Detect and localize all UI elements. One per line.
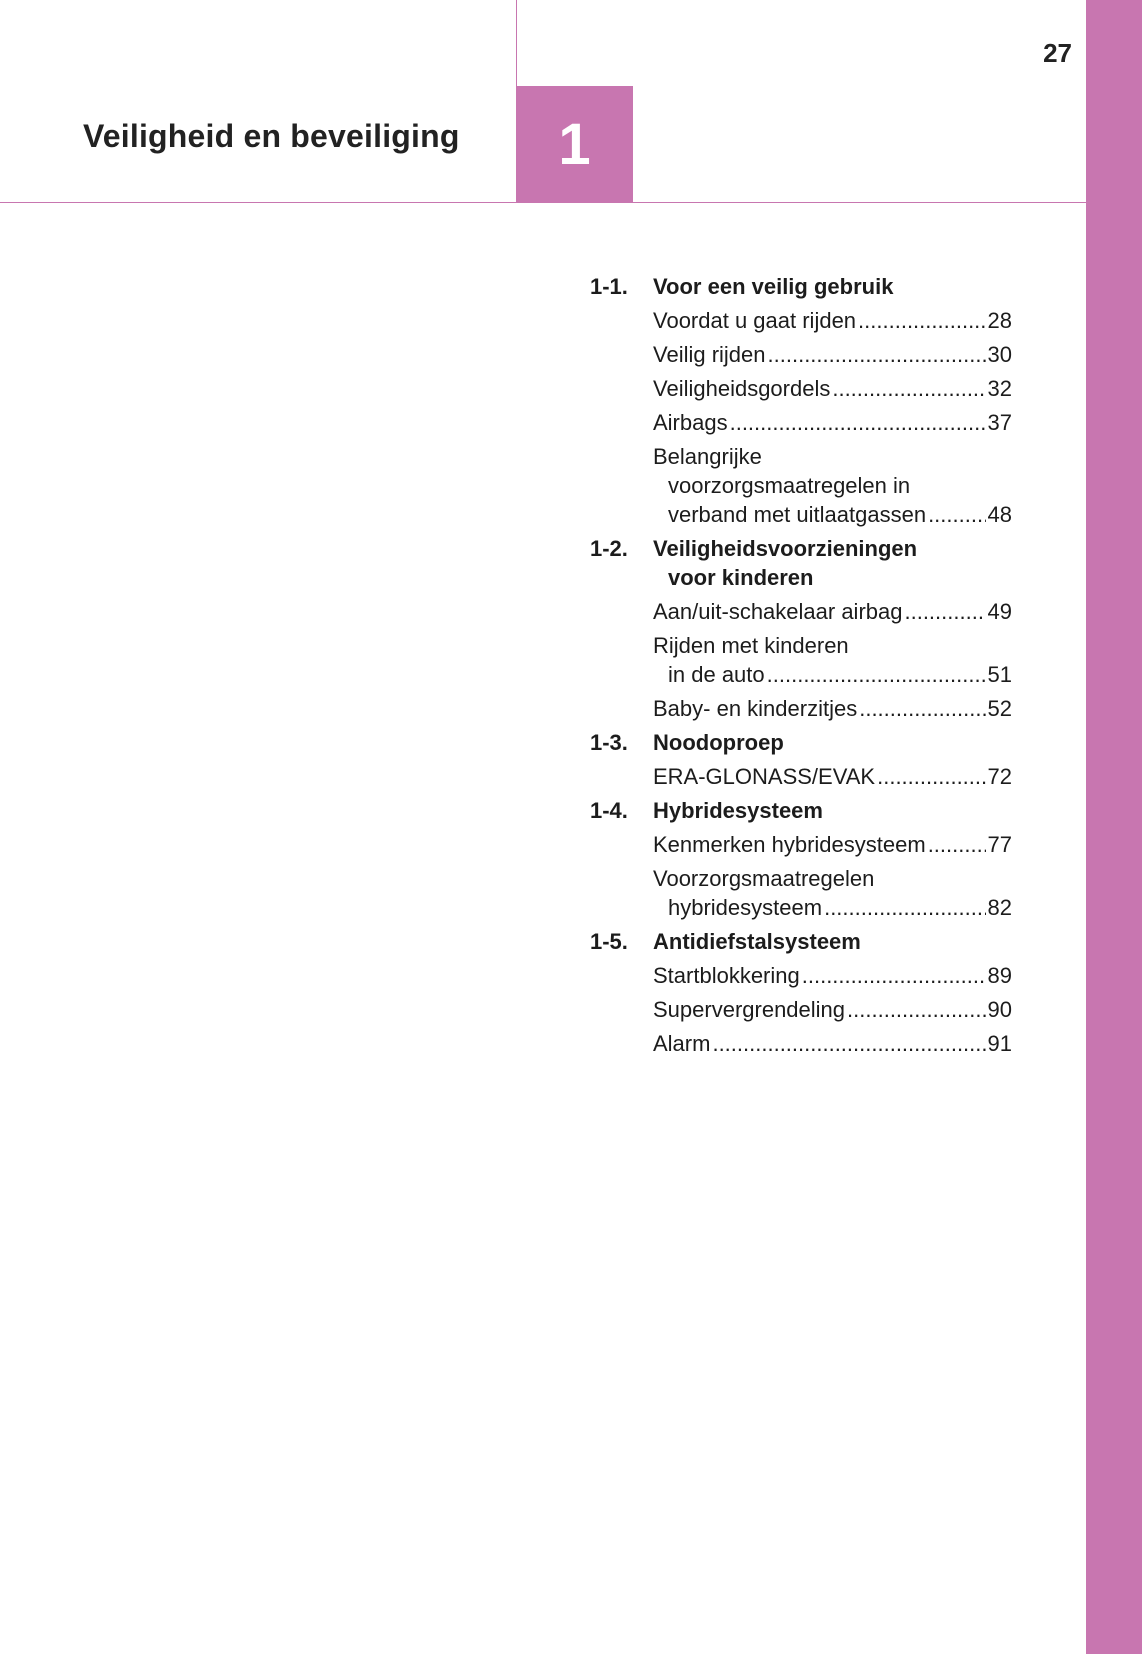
section-heading[interactable]	[590, 927, 1012, 956]
dot-leader	[859, 694, 985, 723]
entry-label: voorzorgsmaatregelen in	[668, 473, 911, 498]
entry-label: Aan/uit-schakelaar airbag	[653, 599, 903, 624]
entry-page-number: 49	[987, 599, 1012, 624]
dot-leader	[877, 762, 985, 791]
page-number: 27	[1043, 38, 1072, 68]
section-heading[interactable]	[590, 728, 1012, 757]
section-heading[interactable]	[590, 534, 1012, 592]
entry-label: Startblokkering	[653, 963, 800, 988]
dot-leader	[767, 660, 986, 689]
entry-label: in de auto	[668, 662, 765, 687]
dot-leader	[858, 306, 985, 335]
dot-leader	[928, 830, 986, 859]
dot-leader	[928, 500, 985, 529]
toc-entry[interactable]	[653, 830, 1012, 859]
dot-leader	[730, 408, 986, 437]
table-of-contents	[590, 272, 1012, 1063]
entry-label: hybridesysteem	[668, 895, 823, 920]
entry-label: ERA-GLONASS/EVAK	[653, 764, 876, 789]
toc-entry[interactable]	[653, 306, 1012, 335]
toc-entry[interactable]	[653, 631, 1012, 689]
toc-section	[590, 534, 1012, 723]
dot-leader	[832, 374, 985, 403]
section-title-line: Antidiefstalsysteem	[653, 929, 861, 954]
toc-entry[interactable]	[653, 762, 1012, 791]
entry-label: Voorzorgsmaatregelen	[653, 866, 875, 891]
toc-entry[interactable]	[653, 374, 1012, 403]
entry-label: Veiligheidsgordels	[653, 376, 831, 401]
section-title-line: Noodoproep	[653, 730, 784, 755]
dot-leader	[824, 893, 985, 922]
chapter-title: Veiligheid en beveiliging	[83, 118, 460, 154]
entry-label: Supervergrendeling	[653, 997, 846, 1022]
header-divider-vertical	[516, 0, 517, 86]
entry-page-number: 72	[987, 764, 1012, 789]
section-number: 1-1.	[590, 274, 628, 299]
entry-label: Airbags	[653, 410, 728, 435]
entry-page-number: 89	[987, 963, 1012, 988]
entry-page-number: 91	[987, 1031, 1012, 1056]
entry-page-number: 32	[987, 376, 1012, 401]
toc-entry[interactable]	[653, 995, 1012, 1024]
entry-page-number: 37	[987, 410, 1012, 435]
entry-page-number: 77	[987, 832, 1012, 857]
entry-label: Baby- en kinderzitjes	[653, 696, 858, 721]
entry-label: Kenmerken hybridesysteem	[653, 832, 926, 857]
section-number: 1-2.	[590, 536, 628, 561]
chapter-number-box: 1	[516, 86, 633, 203]
toc-section	[590, 796, 1012, 922]
entry-label: Belangrijke	[653, 444, 762, 469]
toc-entry[interactable]	[653, 597, 1012, 626]
section-number: 1-5.	[590, 929, 628, 954]
entry-label: Veilig rijden	[653, 342, 766, 367]
toc-section	[590, 927, 1012, 1058]
entry-label: Alarm	[653, 1031, 711, 1056]
dot-leader	[768, 340, 986, 369]
entry-label: Rijden met kinderen	[653, 633, 849, 658]
entry-label: verband met uitlaatgassen	[668, 502, 927, 527]
section-heading[interactable]	[590, 272, 1012, 301]
entry-page-number: 30	[987, 342, 1012, 367]
section-title-line: Hybridesysteem	[653, 798, 823, 823]
toc-entry[interactable]	[653, 1029, 1012, 1058]
toc-entry[interactable]	[653, 694, 1012, 723]
toc-entry[interactable]	[653, 864, 1012, 922]
entry-page-number: 51	[987, 662, 1012, 687]
dot-leader	[712, 1029, 985, 1058]
entry-label: Voordat u gaat rijden	[653, 308, 857, 333]
entry-page-number: 90	[987, 997, 1012, 1022]
toc-entry[interactable]	[653, 340, 1012, 369]
toc-section	[590, 272, 1012, 529]
toc-entry[interactable]	[653, 961, 1012, 990]
dot-leader	[904, 597, 985, 626]
dot-leader	[847, 995, 985, 1024]
chapter-side-tab	[1086, 0, 1142, 1654]
entry-page-number: 48	[987, 502, 1012, 527]
entry-page-number: 52	[987, 696, 1012, 721]
toc-entry[interactable]	[653, 408, 1012, 437]
dot-leader	[802, 961, 986, 990]
section-number: 1-3.	[590, 730, 628, 755]
section-heading[interactable]	[590, 796, 1012, 825]
toc-entry[interactable]	[653, 442, 1012, 529]
section-title-line: Voor een veilig gebruik	[653, 274, 894, 299]
entry-page-number: 82	[987, 895, 1012, 920]
entry-page-number: 28	[987, 308, 1012, 333]
section-title-line: Veiligheidsvoorzieningen	[653, 536, 918, 561]
toc-section	[590, 728, 1012, 791]
section-number: 1-4.	[590, 798, 628, 823]
section-title-line: voor kinderen	[668, 565, 814, 590]
